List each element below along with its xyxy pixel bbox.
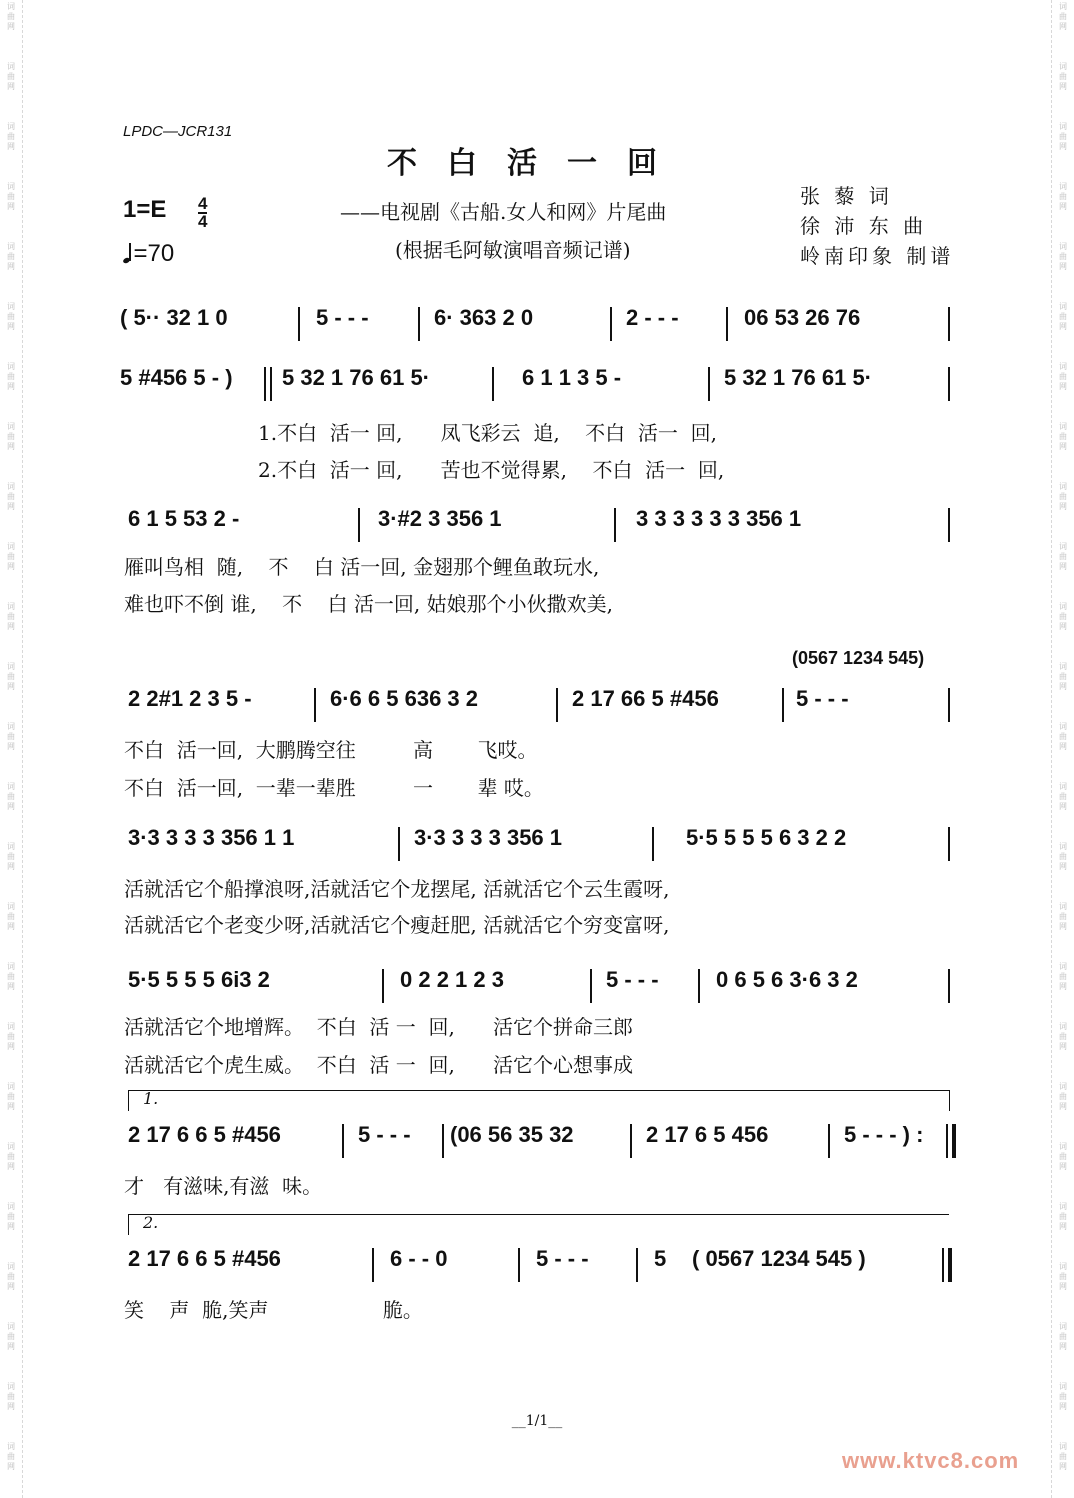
measure: ( 0567 1234 545 ) <box>692 1246 866 1271</box>
lyric-verse-2: 难也吓不倒 谁, 不 白 活一回, 姑娘那个小伙撒欢美, <box>124 592 614 616</box>
measure: (06 56 35 32 <box>450 1122 574 1147</box>
lyric-verse-1: 1.不白 活一 回, 凤飞彩云 追, 不白 活一 回, <box>258 421 717 445</box>
time-numerator: 4 <box>198 194 208 213</box>
watermark-mark: 词 曲 网 <box>7 662 15 691</box>
measure: 6·6 6 5 636 3 2 <box>330 686 479 711</box>
watermark-mark: 词 曲 网 <box>1059 542 1067 571</box>
watermark-mark: 词 曲 网 <box>1059 902 1067 931</box>
watermark-mark: 词 曲 网 <box>7 2 15 31</box>
watermark-mark: 词 曲 网 <box>1059 842 1067 871</box>
right-watermark-strip <box>1051 0 1074 1498</box>
site-watermark: www.ktvc8.com <box>842 1448 1020 1473</box>
lyric-ending-2: 笑 声 脆,笑声 脆。 <box>124 1298 423 1322</box>
tempo-value: =70 <box>133 240 175 267</box>
volta-1 <box>128 1090 950 1111</box>
arranger-credit: 岭南印象 制谱 <box>800 244 955 268</box>
left-watermark-strip <box>0 0 23 1498</box>
lyric-verse-2: 活就活它个虎生威。 不白 活 一 回, 活它个心想事成 <box>124 1053 634 1077</box>
volta-2-label: 2. <box>143 1213 159 1232</box>
watermark-mark: 词 曲 网 <box>1059 962 1067 991</box>
lyric-ending-1: 才 有滋味,有滋 味。 <box>124 1174 323 1198</box>
watermark-mark: 词 曲 网 <box>1059 2 1067 31</box>
lyric-verse-1: 活就活它个船撑浪呀,活就活它个龙摆尾, 活就活它个云生霞呀, <box>124 877 670 901</box>
watermark-mark: 词 曲 网 <box>7 422 15 451</box>
lyric-verse-2: 不白 活一回, 一辈一辈胜 一 辈 哎。 <box>124 776 544 800</box>
measure: 5 - - - ) : <box>844 1122 924 1147</box>
intro-phrase: (0567 1234 545) <box>792 648 925 668</box>
score-row-2 <box>120 365 958 485</box>
watermark-mark: 词 曲 网 <box>7 1382 15 1411</box>
measure: 0 6 5 6 3·6 3 2 <box>716 967 858 992</box>
score-row-3 <box>120 506 958 626</box>
score-row-6 <box>120 967 958 1087</box>
measure: 5·5 5 5 5 6 3 2 2 <box>686 825 847 850</box>
watermark-mark: 词 曲 网 <box>1059 422 1067 451</box>
measure: ( 5·· 32 1 0 <box>120 305 228 330</box>
watermark-mark: 词 曲 网 <box>7 302 15 331</box>
subtitle: ——电视剧《古船.女人和网》片尾曲 <box>340 200 667 224</box>
watermark-mark: 词 曲 网 <box>7 962 15 991</box>
watermark-mark: 词 曲 网 <box>7 1082 15 1111</box>
measure: 0 2 2 1 2 3 <box>400 967 504 992</box>
measure: 5 - - - <box>316 305 369 330</box>
measure: 3 3 3 3 3 3 356 1 <box>636 506 802 531</box>
measure: 2 17 6 5 456 <box>646 1122 769 1147</box>
score-row-8 <box>120 1246 958 1326</box>
page-number: __1/1__ <box>511 1413 563 1429</box>
watermark-mark: 词 曲 网 <box>1059 1382 1067 1411</box>
watermark-mark: 词 曲 网 <box>1059 62 1067 91</box>
volta-2 <box>128 1214 949 1235</box>
watermark-mark: 词 曲 网 <box>1059 662 1067 691</box>
measure: 3·#2 3 356 1 <box>378 506 502 531</box>
measure: 6 1 1 3 5 - <box>522 365 622 390</box>
composer-credit: 徐 沛 东 曲 <box>800 214 928 238</box>
watermark-mark: 词 曲 网 <box>7 902 15 931</box>
lyric-verse-2: 活就活它个老变少呀,活就活它个瘦赶肥, 活就活它个穷变富呀, <box>124 913 670 937</box>
watermark-mark: 词 曲 网 <box>7 1202 15 1231</box>
measure: 5 - - - <box>606 967 659 992</box>
watermark-mark: 词 曲 网 <box>1059 182 1067 211</box>
score-code: LPDC—JCR131 <box>123 123 233 140</box>
measure: 6 - - 0 <box>390 1246 448 1271</box>
measure: 5 <box>654 1246 667 1271</box>
song-title: 不白活一回 <box>387 146 687 181</box>
measure: 3·3 3 3 3 356 1 <box>414 825 563 850</box>
watermark-mark: 词 曲 网 <box>7 62 15 91</box>
tempo-marking <box>123 240 174 268</box>
watermark-mark: 词 曲 网 <box>1059 122 1067 151</box>
measure: 06 53 26 76 <box>744 305 861 330</box>
watermark-mark: 词 曲 网 <box>7 182 15 211</box>
key-signature: 1=E <box>123 196 167 223</box>
time-signature <box>198 196 207 230</box>
watermark-mark: 词 曲 网 <box>7 1262 15 1291</box>
measure: 5 #456 5 - ) <box>120 365 233 390</box>
score-row-7 <box>120 1122 958 1202</box>
measure: 3·3 3 3 3 356 1 1 <box>128 825 295 850</box>
watermark-mark: 词 曲 网 <box>7 1442 15 1471</box>
measure: 5 - - - <box>796 686 849 711</box>
score-row-5 <box>120 825 958 945</box>
watermark-mark: 词 曲 网 <box>7 362 15 391</box>
watermark-mark: 词 曲 网 <box>1059 1202 1067 1231</box>
volta-1-label: 1. <box>143 1089 159 1108</box>
watermark-mark: 词 曲 网 <box>7 722 15 751</box>
watermark-mark: 词 曲 网 <box>7 1142 15 1171</box>
measure: 5 - - - <box>358 1122 411 1147</box>
watermark-mark: 词 曲 网 <box>7 122 15 151</box>
measure: 5·5 5 5 5 6i3 2 <box>128 967 270 992</box>
measure: 2 17 6 6 5 #456 <box>128 1246 281 1271</box>
measure: 2 17 66 5 #456 <box>572 686 719 711</box>
watermark-mark: 词 曲 网 <box>7 842 15 871</box>
watermark-mark: 词 曲 网 <box>7 242 15 271</box>
lyric-verse-1: 活就活它个地增辉。 不白 活 一 回, 活它个拼命三郎 <box>124 1015 634 1039</box>
watermark-mark: 词 曲 网 <box>7 782 15 811</box>
watermark-mark: 词 曲 网 <box>1059 302 1067 331</box>
watermark-mark: 词 曲 网 <box>1059 362 1067 391</box>
lyric-verse-1: 不白 活一回, 大鹏腾空往 高 飞哎。 <box>124 738 538 762</box>
watermark-mark: 词 曲 网 <box>1059 1082 1067 1111</box>
measure: 2 - - - <box>626 305 679 330</box>
measure: 2 2#1 2 3 5 - <box>128 686 252 711</box>
watermark-mark: 词 曲 网 <box>7 602 15 631</box>
watermark-mark: 词 曲 网 <box>1059 1142 1067 1171</box>
watermark-mark: 词 曲 网 <box>1059 602 1067 631</box>
watermark-mark: 词 曲 网 <box>7 1322 15 1351</box>
measure: 6· 363 2 0 <box>434 305 534 330</box>
time-denominator: 4 <box>198 212 208 231</box>
watermark-mark: 词 曲 网 <box>1059 1442 1067 1471</box>
watermark-mark: 词 曲 网 <box>1059 482 1067 511</box>
measure: 6 1 5 53 2 - <box>128 506 240 531</box>
lyric-verse-1: 雁叫鸟相 随, 不 白 活一回, 金翅那个鲤鱼敢玩水, <box>124 555 600 579</box>
lyric-verse-2: 2.不白 活一 回, 苦也不觉得累, 不白 活一 回, <box>258 458 725 482</box>
watermark-mark: 词 曲 网 <box>1059 1022 1067 1051</box>
watermark-mark: 词 曲 网 <box>1059 1322 1067 1351</box>
watermark-mark: 词 曲 网 <box>7 482 15 511</box>
watermark-mark: 词 曲 网 <box>1059 782 1067 811</box>
watermark-mark: 词 曲 网 <box>7 1022 15 1051</box>
measure: 5 - - - <box>536 1246 589 1271</box>
subtitle-note: (根据毛阿敏演唱音频记谱) <box>395 238 631 262</box>
lyricist-credit: 张 藜 词 <box>800 184 893 208</box>
watermark-mark: 词 曲 网 <box>1059 722 1067 751</box>
measure: 5 32 1 76 61 5· <box>724 365 873 390</box>
measure: 5 32 1 76 61 5· <box>282 365 431 390</box>
measure: 2 17 6 6 5 #456 <box>128 1122 281 1147</box>
watermark-mark: 词 曲 网 <box>1059 242 1067 271</box>
score-row-4 <box>120 648 958 806</box>
watermark-mark: 词 曲 网 <box>1059 1262 1067 1291</box>
watermark-mark: 词 曲 网 <box>7 542 15 571</box>
